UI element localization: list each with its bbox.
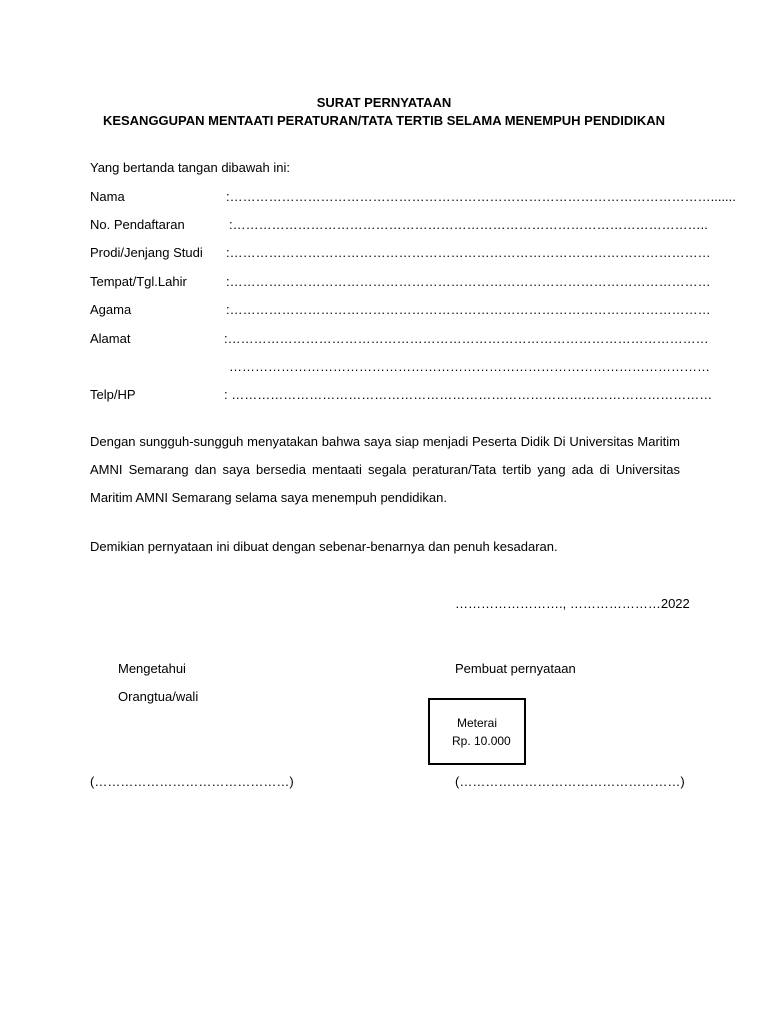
field-value-agama: :………………………………………………………………………………………………… — [226, 302, 711, 317]
field-value-tempat-tgl-lahir: :………………………………………………………………………………………………… — [226, 274, 711, 289]
field-value-prodi: :………………………………………………………………………………………………… — [226, 245, 711, 260]
right-signature-label: Pembuat pernyataan — [455, 661, 576, 676]
field-value-nama: :…………………………………………………………………………………………………....... — [226, 189, 736, 204]
meterai-value: Rp. 10.000 — [452, 734, 511, 748]
intro-text: Yang bertanda tangan dibawah ini: — [90, 160, 290, 175]
right-signature-name-line: (……………………………………………) — [455, 774, 685, 789]
left-signature-label: Mengetahui — [118, 661, 186, 676]
field-label-nama: Nama — [90, 189, 125, 204]
field-value-alamat: :………………………………………………………………………………………………… — [224, 331, 709, 346]
field-value-alamat-line2: ………………………………………………………………………………………………… — [229, 359, 710, 374]
document-title: SURAT PERNYATAAN — [316, 95, 452, 110]
left-signature-role: Orangtua/wali — [118, 689, 199, 704]
field-label-alamat: Alamat — [90, 331, 131, 346]
closing-paragraph: Demikian pernyataan ini dibuat dengan sebenar-benarnya dan penuh kesadaran. — [90, 539, 558, 554]
field-value-no-pendaftaran: :……………………………………………………………………………………………….. — [229, 217, 708, 232]
meterai-label: Meterai — [457, 716, 498, 730]
field-label-telp: Telp/HP — [90, 387, 136, 402]
statement-paragraph: Dengan sungguh-sungguh menyatakan bahwa saya siap menjadi Peserta Didik Di Universitas Maritim AMNI Semarang dan saya bersedia mentaati segala peraturan/Tata tertib yang ada di Universitas Maritim AMNI Semarang selama saya menempuh pendidikan. — [90, 434, 680, 505]
date-line: ……………………., …………………2022 — [455, 596, 690, 611]
field-label-prodi: Prodi/Jenjang Studi — [90, 245, 203, 260]
field-value-telp: : ………………………………………………………………………………………………… — [224, 387, 713, 402]
field-label-no-pendaftaran: No. Pendaftaran — [90, 217, 185, 232]
field-label-tempat-tgl-lahir: Tempat/Tgl.Lahir — [90, 274, 187, 289]
left-signature-name-line: (………………………………………) — [90, 774, 294, 789]
field-label-agama: Agama — [90, 302, 132, 317]
meterai-stamp-box — [428, 698, 526, 765]
document-subtitle: KESANGGUPAN MENTAATI PERATURAN/TATA TERTIB SELAMA MENEMPUH PENDIDIKAN — [102, 113, 666, 128]
